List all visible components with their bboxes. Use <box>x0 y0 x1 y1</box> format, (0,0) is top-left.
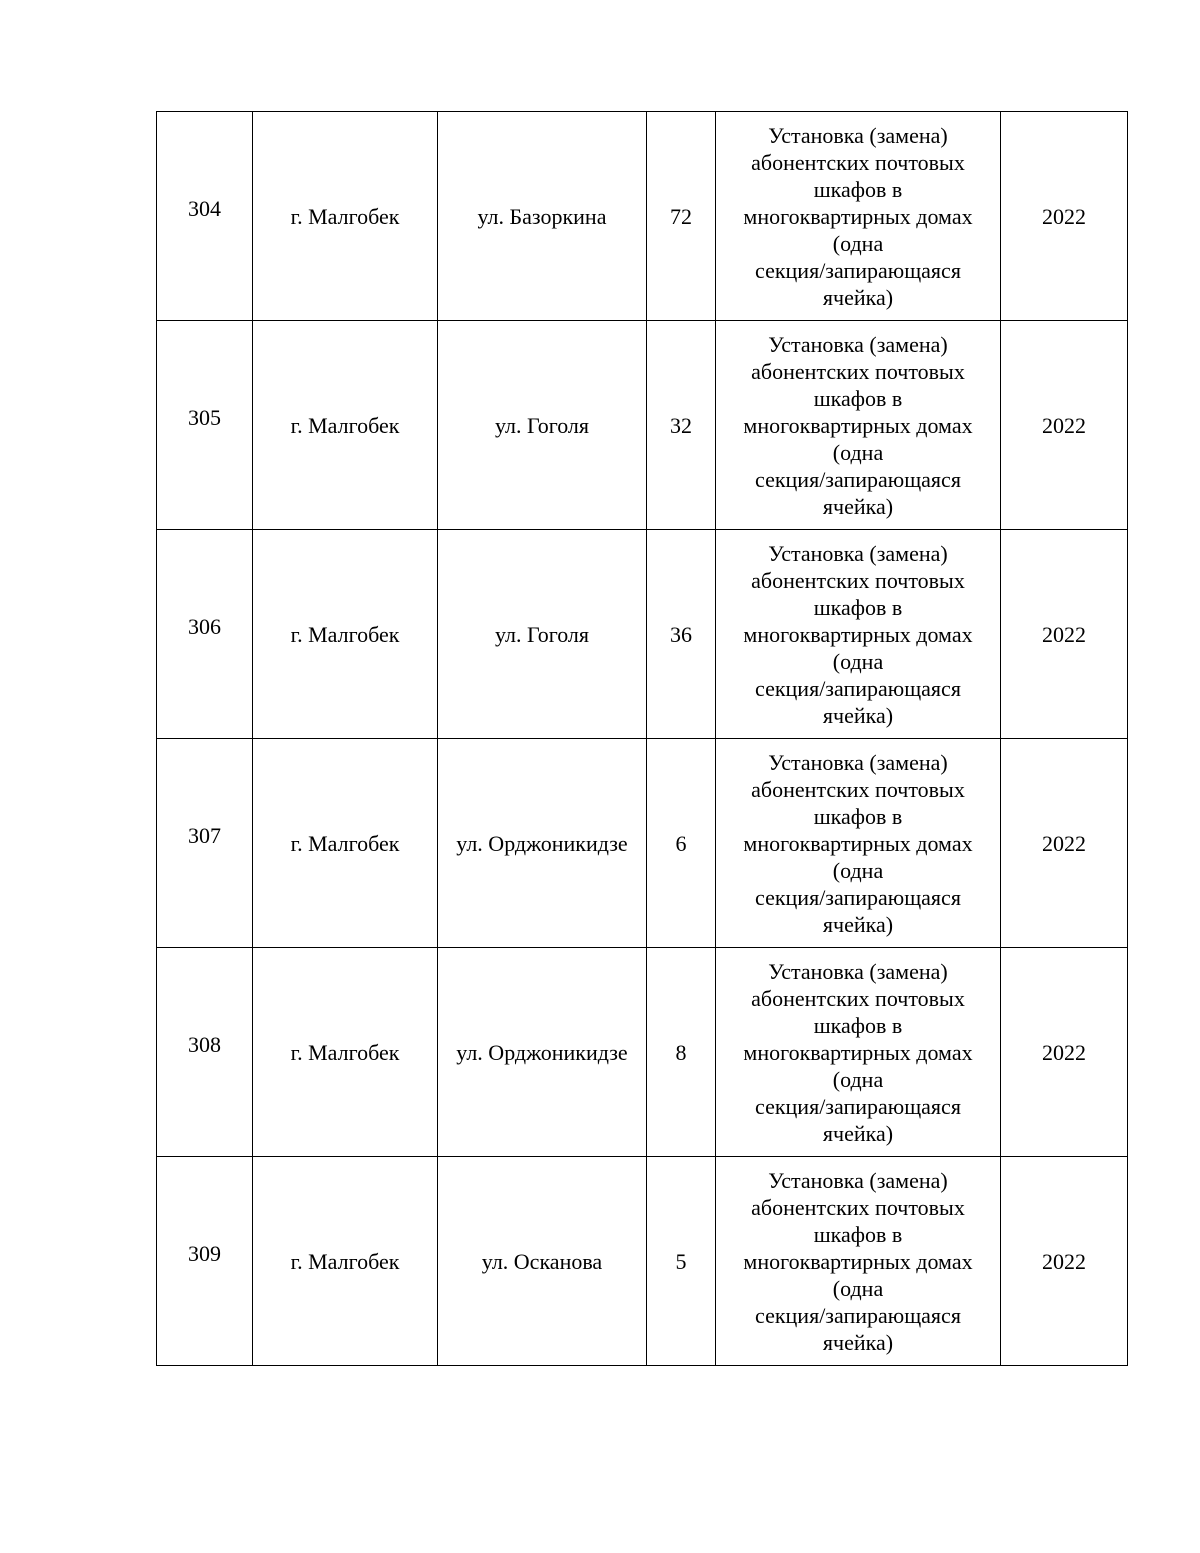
house-number-cell: 36 <box>647 530 716 739</box>
row-number-cell: 307 <box>157 739 253 948</box>
street-cell: ул. Гоголя <box>438 321 647 530</box>
street-cell: ул. Базоркина <box>438 112 647 321</box>
house-number-cell: 32 <box>647 321 716 530</box>
row-number-cell: 306 <box>157 530 253 739</box>
city-cell: г. Малгобек <box>253 1157 438 1366</box>
year-cell: 2022 <box>1001 1157 1128 1366</box>
street-cell: ул. Орджоникидзе <box>438 739 647 948</box>
row-number-cell: 305 <box>157 321 253 530</box>
street-cell: ул. Осканова <box>438 1157 647 1366</box>
work-type-text: Установка (замена) абонентских почтовых шкафов в многоквартирных домах (одна секция/запирающаяся ячейка) <box>743 122 973 310</box>
row-number-cell: 308 <box>157 948 253 1157</box>
year-cell: 2022 <box>1001 530 1128 739</box>
row-number-cell: 304 <box>157 112 253 321</box>
address-table <box>156 111 1128 1366</box>
table-body <box>157 112 1128 1366</box>
city-cell: г. Малгобек <box>253 530 438 739</box>
city-cell: г. Малгобек <box>253 739 438 948</box>
table-row <box>157 739 1128 948</box>
house-number-cell: 5 <box>647 1157 716 1366</box>
city-cell: г. Малгобек <box>253 321 438 530</box>
house-number-cell: 6 <box>647 739 716 948</box>
street-cell: ул. Орджоникидзе <box>438 948 647 1157</box>
table-row <box>157 112 1128 321</box>
row-number-cell: 309 <box>157 1157 253 1366</box>
table-row <box>157 530 1128 739</box>
city-cell: г. Малгобек <box>253 948 438 1157</box>
house-number-cell: 72 <box>647 112 716 321</box>
table-row <box>157 948 1128 1157</box>
work-type-cell <box>716 530 1001 739</box>
city-cell: г. Малгобек <box>253 112 438 321</box>
work-type-cell <box>716 948 1001 1157</box>
table-row <box>157 1157 1128 1366</box>
work-type-cell <box>716 112 1001 321</box>
year-cell: 2022 <box>1001 739 1128 948</box>
work-type-text: Установка (замена) абонентских почтовых шкафов в многоквартирных домах (одна секция/запирающаяся ячейка) <box>743 749 973 937</box>
work-type-cell <box>716 739 1001 948</box>
work-type-text: Установка (замена) абонентских почтовых шкафов в многоквартирных домах (одна секция/запирающаяся ячейка) <box>743 540 973 728</box>
work-type-cell <box>716 1157 1001 1366</box>
year-cell: 2022 <box>1001 112 1128 321</box>
year-cell: 2022 <box>1001 948 1128 1157</box>
work-type-text: Установка (замена) абонентских почтовых шкафов в многоквартирных домах (одна секция/запирающаяся ячейка) <box>743 331 973 519</box>
work-type-text: Установка (замена) абонентских почтовых шкафов в многоквартирных домах (одна секция/запирающаяся ячейка) <box>743 1167 973 1355</box>
work-type-cell <box>716 321 1001 530</box>
year-cell: 2022 <box>1001 321 1128 530</box>
street-cell: ул. Гоголя <box>438 530 647 739</box>
table-row <box>157 321 1128 530</box>
work-type-text: Установка (замена) абонентских почтовых шкафов в многоквартирных домах (одна секция/запирающаяся ячейка) <box>743 958 973 1146</box>
house-number-cell: 8 <box>647 948 716 1157</box>
